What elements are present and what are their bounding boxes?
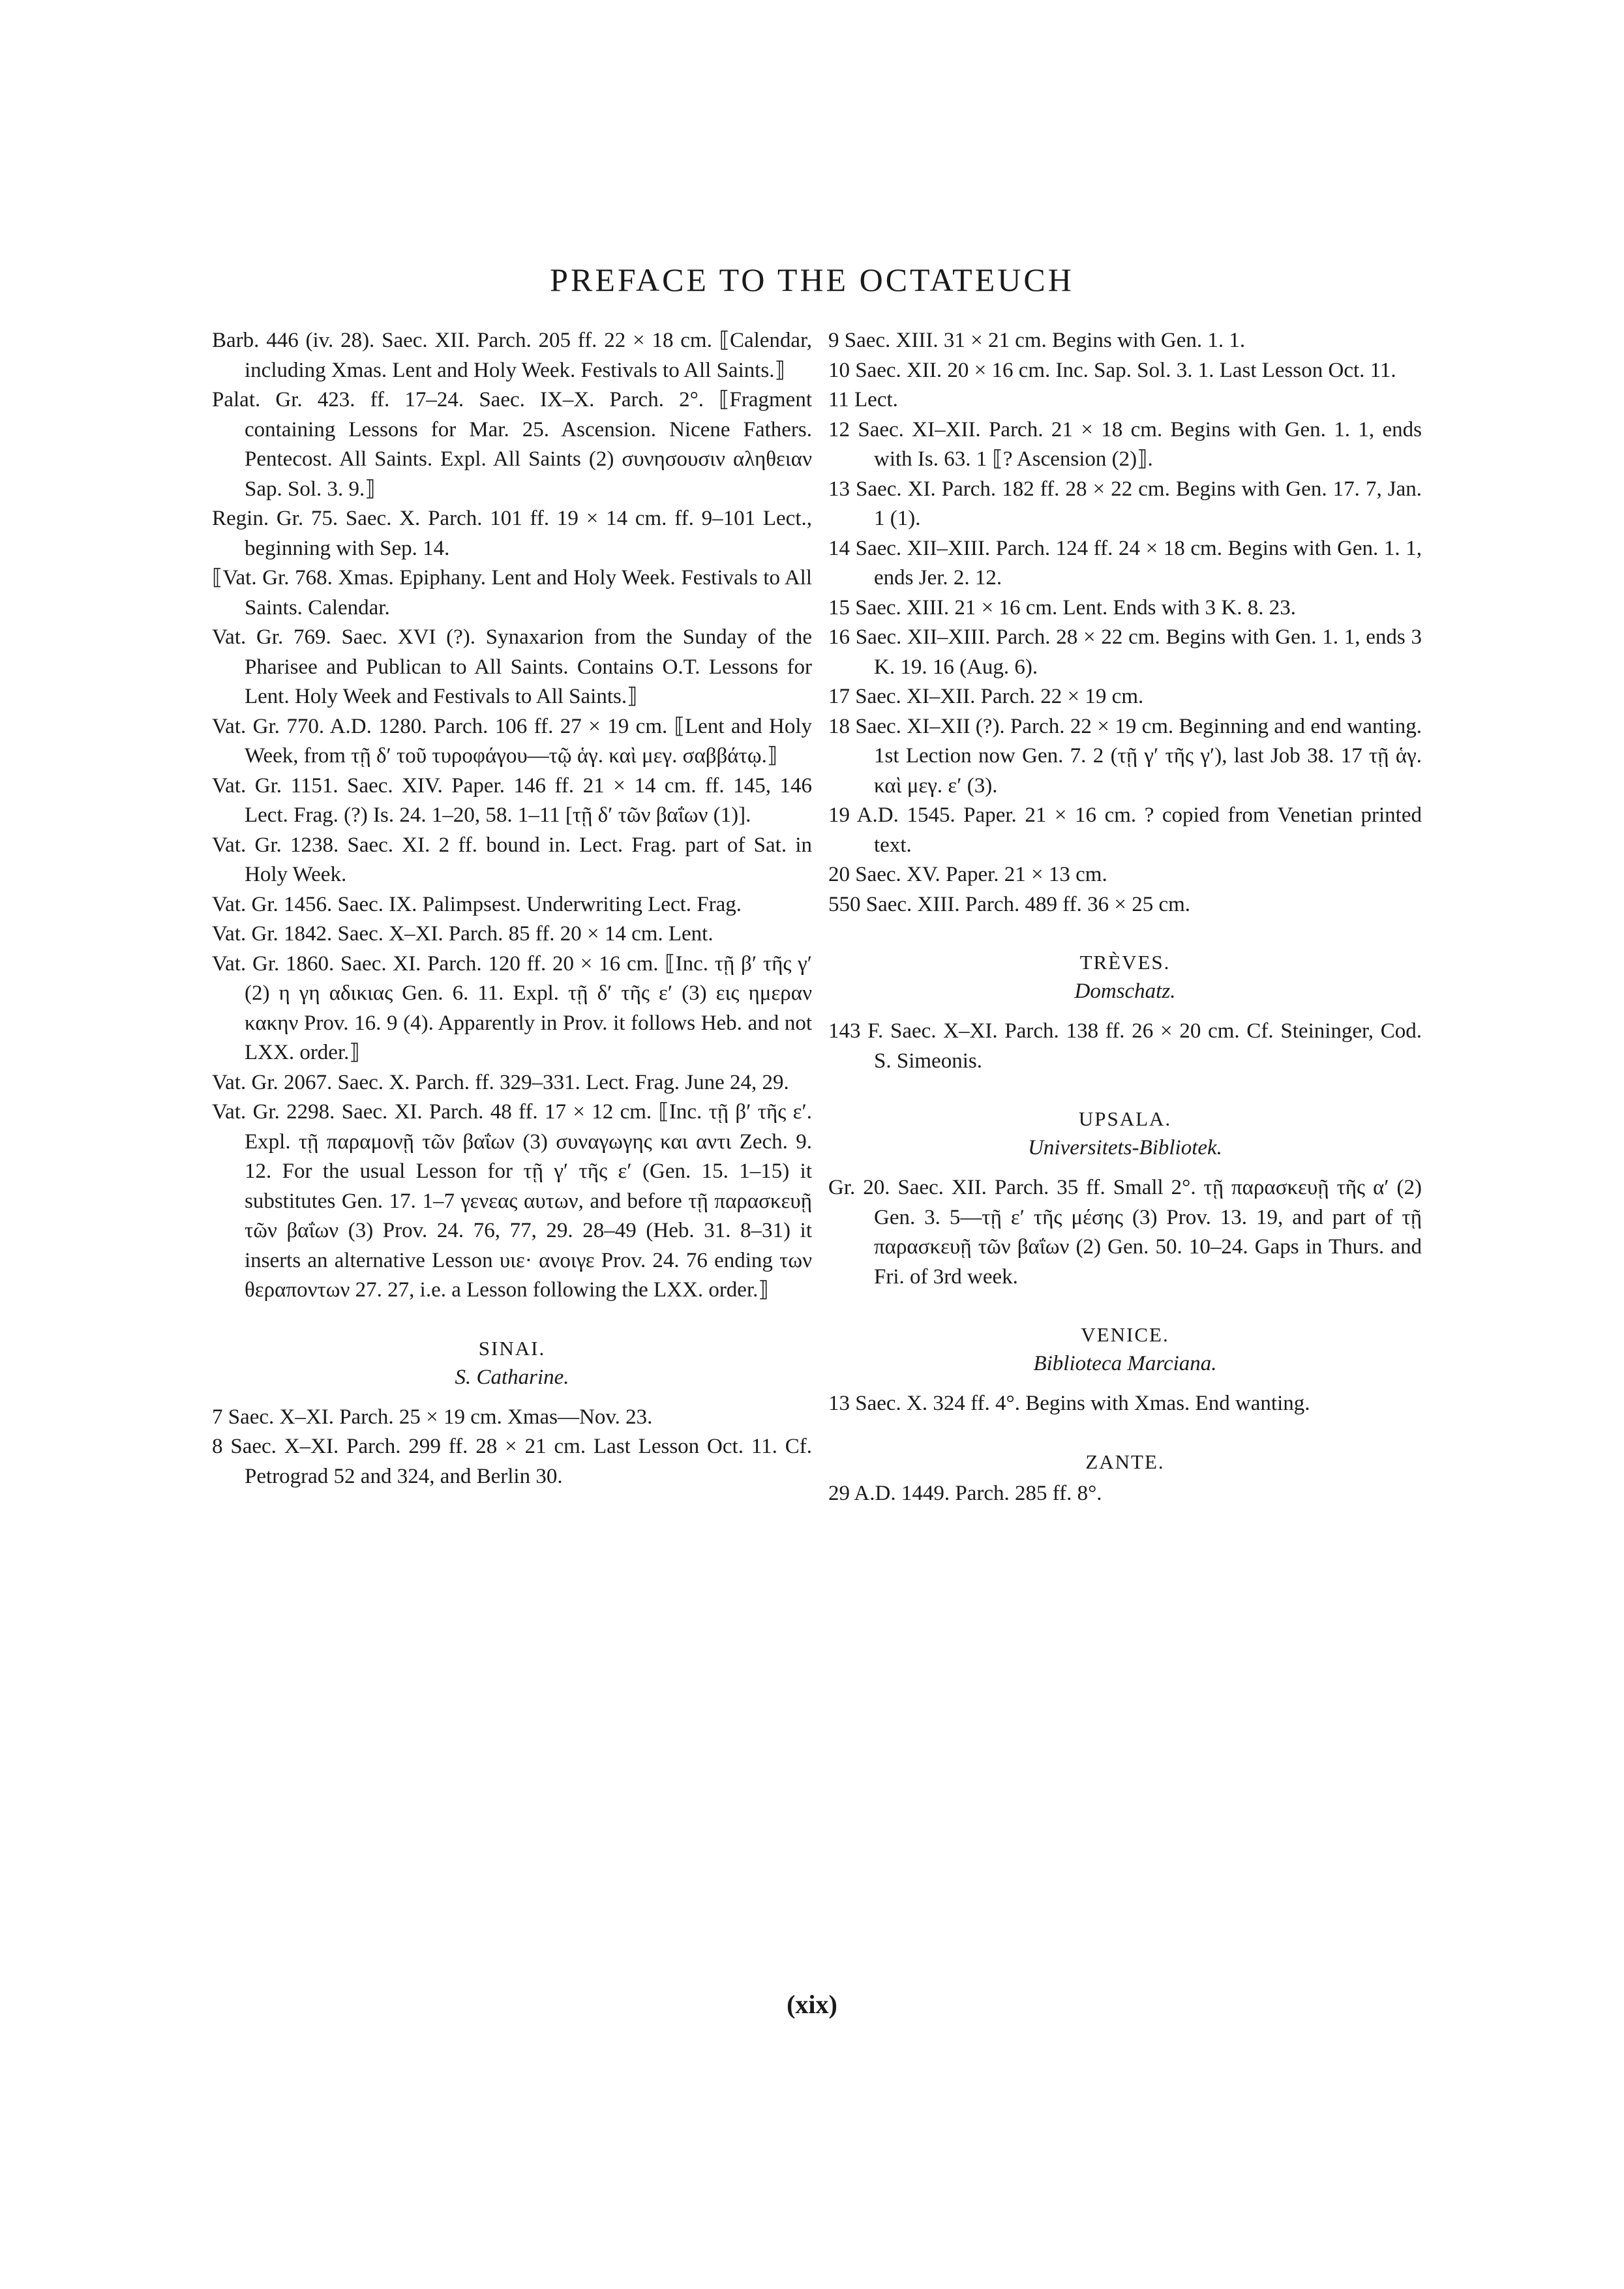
entry-regin-75: Regin. Gr. 75. Saec. X. Parch. 101 ff. 19 × 14 cm. ff. 9–101 Lect., beginning with Sep. 14. (212, 507, 812, 560)
entry-sinai-16: 16 Saec. XII–XIII. Parch. 28 × 22 cm. Begins with Gen. 1. 1, ends 3 K. 19. 16 (Aug. 6). (828, 625, 1422, 679)
entry-vat-769: Vat. Gr. 769. Saec. XVI (?). Synaxarion from the Sunday of the Pharisee and Publican to All Saints. Contains O.T. Lessons for Lent. Holy Week and Festivals to All Saints.⟧ (212, 625, 812, 708)
entry-vat-1860: Vat. Gr. 1860. Saec. XI. Parch. 120 ff. 20 × 16 cm. ⟦Inc. τῇ β′ τῆς γ′ (2) η γη αδικιας Gen. 6. 11. Expl. τῇ δ′ τῆς ε′ (3) εις ημεραν κακην Prov. 16. 9 (4). Apparently in Prov. it follows Heb. and not LXX. order.⟧ (212, 951, 812, 1064)
entry-barb-446: Barb. 446 (iv. 28). Saec. XII. Parch. 205 ff. 22 × 18 cm. ⟦Calendar, including Xmas. Lent and Holy Week. Festivals to All Saints.⟧ (212, 329, 812, 382)
entry-vat-2298: Vat. Gr. 2298. Saec. XI. Parch. 48 ff. 17 × 12 cm. ⟦Inc. τῇ β′ τῆς ε′. Expl. τῇ παραμονῇ τῶν βαΐων (3) συναγωγης και αντι Zech. 9. 12. For the usual Lesson for τῇ γ′ τῆς ε′ (Gen. 15. 1–15) it substitutes Gen. 17. 1–7 γενεας αυτων, and before τῇ παρασκευῇ τῶν βαΐων (3) Prov. 24. 76, 77, 29. 28–49 (Heb. 31. 8–31) it inserts an alternative Lesson υιε· ανοιγε Prov. 24. 76 ending των θεραποντων 27. 27, i.e. a Lesson following the LXX. order.⟧ (212, 1100, 812, 1302)
left-column (212, 326, 812, 1491)
section-subheading-treves: Domschatz. (1074, 980, 1176, 1003)
entry-sinai-13: 13 Saec. XI. Parch. 182 ff. 28 × 22 cm. Begins with Gen. 17. 7, Jan. 1 (1). (828, 477, 1422, 530)
section-heading-venice: VENICE. (1081, 1323, 1169, 1346)
entry-sinai-17: 17 Saec. XI–XII. Parch. 22 × 19 cm. (828, 685, 1144, 708)
section-heading-sinai: SINAI. (478, 1336, 546, 1360)
page-number: (xix) (787, 1990, 837, 2019)
entry-vat-768: ⟦Vat. Gr. 768. Xmas. Epiphany. Lent and Holy Week. Festivals to All Saints. Calendar. (212, 566, 812, 620)
page-title: PREFACE TO THE OCTATEUCH (550, 262, 1074, 298)
section-heading-zante: ZANTE. (1085, 1450, 1165, 1473)
section-subheading-sinai: S. Catharine. (455, 1365, 569, 1389)
entry-vat-2067: Vat. Gr. 2067. Saec. X. Parch. ff. 329–331. Lect. Frag. June 24, 29. (212, 1070, 789, 1094)
entry-vat-1238: Vat. Gr. 1238. Saec. XI. 2 ff. bound in. Lect. Frag. part of Sat. in Holy Week. (212, 833, 812, 886)
section-heading-upsala: UPSALA. (1078, 1107, 1172, 1130)
entry-sinai-550: 550 Saec. XIII. Parch. 489 ff. 36 × 25 cm. (828, 892, 1191, 916)
entry-sinai-8: 8 Saec. X–XI. Parch. 299 ff. 28 × 21 cm. Last Lesson Oct. 11. Cf. Petrograd 52 and 324, and Berlin 30. (212, 1435, 812, 1488)
entry-vat-1842: Vat. Gr. 1842. Saec. X–XI. Parch. 85 ff. 20 × 14 cm. Lent. (212, 922, 714, 946)
entry-sinai-7: 7 Saec. X–XI. Parch. 25 × 19 cm. Xmas—Nov. 23. (212, 1405, 653, 1429)
entry-sinai-10: 10 Saec. XII. 20 × 16 cm. Inc. Sap. Sol. 3. 1. Last Lesson Oct. 11. (828, 358, 1396, 382)
right-column (828, 326, 1422, 1508)
entry-sinai-14: 14 Saec. XII–XIII. Parch. 124 ff. 24 × 18 cm. Begins with Gen. 1. 1, ends Jer. 2. 12. (828, 536, 1422, 590)
entry-zante-29: 29 A.D. 1449. Parch. 285 ff. 8°. (828, 1481, 1102, 1505)
entry-venice-13: 13 Saec. X. 324 ff. 4°. Begins with Xmas. End wanting. (828, 1392, 1310, 1415)
section-subheading-upsala: Universitets-Bibliotek. (1028, 1136, 1222, 1159)
section-heading-treves: TRÈVES. (1079, 951, 1171, 974)
entry-sinai-19: 19 A.D. 1545. Paper. 21 × 16 cm. ? copied from Venetian printed text. (828, 803, 1422, 857)
entry-palat-423: Palat. Gr. 423. ff. 17–24. Saec. IX–X. Parch. 2°. ⟦Fragment containing Lessons for Mar. 25. Ascension. Nicene Fathers. Pentecost. All Saints. Expl. All Saints (2) συνησουσιν αληθειαν Sap. Sol. 3. 9.⟧ (212, 388, 812, 501)
entry-upsala-gr-20: Gr. 20. Saec. XII. Parch. 35 ff. Small 2°. τῇ παρασκευῇ τῆς α′ (2) Gen. 3. 5—τῇ ε′ τῆς μέσης (3) Prov. 13. 19, and part of τῇ παρασκευῇ τῶν βαΐων (2) Gen. 50. 10–24. Gaps in Thurs. and Fri. of 3rd week. (828, 1176, 1422, 1289)
entry-sinai-20: 20 Saec. XV. Paper. 21 × 13 cm. (828, 863, 1107, 886)
entry-sinai-12: 12 Saec. XI–XII. Parch. 21 × 18 cm. Begins with Gen. 1. 1, ends with Is. 63. 1 ⟦? Ascension (2)⟧. (828, 417, 1422, 471)
entry-sinai-9: 9 Saec. XIII. 31 × 21 cm. Begins with Gen. 1. 1. (828, 329, 1246, 352)
section-subheading-venice: Biblioteca Marciana. (1033, 1352, 1217, 1375)
entry-vat-1456: Vat. Gr. 1456. Saec. IX. Palimpsest. Underwriting Lect. Frag. (212, 892, 742, 916)
entry-treves-143: 143 F. Saec. X–XI. Parch. 138 ff. 26 × 20 cm. Cf. Steininger, Cod. S. Simeonis. (828, 1019, 1422, 1073)
entry-vat-770: Vat. Gr. 770. A.D. 1280. Parch. 106 ff. 27 × 19 cm. ⟦Lent and Holy Week, from τῇ δ′ τοῦ τυροφάγου—τῷ ἁγ. καὶ μεγ. σαββάτῳ.⟧ (212, 714, 812, 768)
entry-sinai-11: 11 Lect. (828, 388, 898, 411)
entry-sinai-18: 18 Saec. XI–XII (?). Parch. 22 × 19 cm. Beginning and end wanting. 1st Lection now Gen. 7. 2 (τῇ γ′ τῆς γ′), last Job 38. 17 τῇ ἁγ. καὶ μεγ. ε′ (3). (828, 714, 1422, 798)
entry-vat-1151: Vat. Gr. 1151. Saec. XIV. Paper. 146 ff. 21 × 14 cm. ff. 145, 146 Lect. Frag. (?) Is. 24. 1–20, 58. 1–11 [τῇ δ′ τῶν βαΐων (1)]. (212, 773, 812, 827)
entry-sinai-15: 15 Saec. XIII. 21 × 16 cm. Lent. Ends with 3 K. 8. 23. (828, 595, 1296, 620)
